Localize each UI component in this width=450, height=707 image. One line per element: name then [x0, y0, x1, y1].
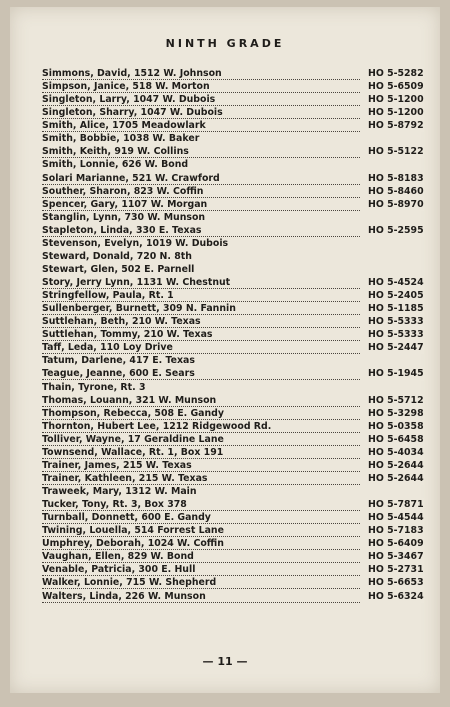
list-item	[42, 289, 430, 302]
entry-name-address: Turnball, Donnett, 600 E. Gandy	[42, 512, 214, 523]
list-item	[42, 550, 430, 563]
entry-name-address: Stevenson, Evelyn, 1019 W. Dubois	[42, 238, 231, 249]
entry-name-address: Story, Jerry Lynn, 1131 W. Chestnut	[42, 277, 233, 288]
list-item	[42, 158, 430, 171]
entry-name-address: Walters, Linda, 226 W. Munson	[42, 591, 209, 602]
entry-name-address: Stewart, Glen, 502 E. Parnell	[42, 264, 197, 275]
entry-name-address: Venable, Patricia, 300 E. Hull	[42, 564, 198, 575]
list-item	[42, 119, 430, 132]
list-item	[42, 237, 430, 250]
list-item	[42, 446, 430, 459]
list-item	[42, 211, 430, 224]
entry-name-address: Trainer, James, 215 W. Texas	[42, 460, 195, 471]
entry-name-address: Singleton, Larry, 1047 W. Dubois	[42, 94, 218, 105]
entry-phone: HO 5-2405	[368, 290, 424, 302]
list-item	[42, 106, 430, 119]
entry-phone: HO 5-8792	[368, 120, 424, 132]
entry-phone: HO 5-5282	[368, 68, 424, 79]
page-number: — 11 —	[202, 655, 248, 668]
entry-phone: HO 5-2644	[368, 472, 424, 484]
list-item	[42, 576, 430, 589]
directory-page	[10, 7, 440, 693]
entry-phone: HO 5-3298	[368, 407, 424, 419]
entry-name-address: Suttlehan, Tommy, 210 W. Texas	[42, 329, 216, 340]
list-item	[42, 420, 430, 433]
entry-phone: HO 5-2447	[368, 342, 424, 354]
list-item	[42, 341, 430, 354]
entry-name-address: Spencer, Gary, 1107 W. Morgan	[42, 199, 210, 210]
list-item	[42, 224, 430, 237]
list-item	[42, 276, 430, 289]
entry-phone: HO 5-7183	[368, 525, 424, 537]
entry-name-address: Tucker, Tony, Rt. 3, Box 378	[42, 499, 190, 510]
entry-phone: HO 5-6409	[368, 538, 424, 550]
entry-name-address: Sullenberger, Burnett, 309 N. Fannin	[42, 303, 239, 314]
list-item	[42, 367, 430, 380]
list-item	[42, 185, 430, 198]
entry-phone: HO 5-5712	[368, 394, 424, 406]
entry-name-address: Thain, Tyrone, Rt. 3	[42, 382, 148, 393]
list-item	[42, 328, 430, 341]
entry-name-address: Suttlehan, Beth, 210 W. Texas	[42, 316, 204, 327]
entry-phone: HO 5-2644	[368, 459, 424, 471]
entry-name-address: Smith, Alice, 1705 Meadowlark	[42, 120, 209, 131]
list-item	[42, 315, 430, 328]
entry-phone: HO 5-6324	[368, 590, 424, 602]
entry-name-address: Thompson, Rebecca, 508 E. Gandy	[42, 408, 227, 419]
list-item	[42, 302, 430, 315]
entry-name-address: Simmons, David, 1512 W. Johnson	[42, 68, 225, 79]
entry-name-address: Stapleton, Linda, 330 E. Texas	[42, 225, 205, 236]
entry-phone: HO 5-1185	[368, 303, 424, 315]
list-item	[42, 145, 430, 158]
entry-phone: HO 5-8460	[368, 185, 424, 197]
list-item	[42, 433, 430, 446]
entry-phone: HO 5-6509	[368, 81, 424, 93]
list-item	[42, 132, 430, 145]
list-item	[42, 250, 430, 263]
entry-name-address: Smith, Bobbie, 1038 W. Baker	[42, 133, 202, 144]
list-item	[42, 354, 430, 367]
entry-phone: HO 5-0358	[368, 420, 424, 432]
list-item	[42, 381, 430, 394]
list-item	[42, 459, 430, 472]
directory-list	[42, 67, 430, 603]
entry-phone: HO 5-4524	[368, 277, 424, 288]
list-item	[42, 472, 430, 485]
entry-name-address: Smith, Lonnie, 626 W. Bond	[42, 159, 191, 170]
entry-name-address: Teague, Jeanne, 600 E. Sears	[42, 368, 198, 379]
entry-name-address: Twining, Louella, 514 Forrest Lane	[42, 525, 227, 536]
entry-name-address: Taff, Leda, 110 Loy Drive	[42, 342, 176, 353]
entry-name-address: Smith, Keith, 919 W. Collins	[42, 146, 192, 157]
entry-name-address: Stringfellow, Paula, Rt. 1	[42, 290, 177, 301]
entry-name-address: Singleton, Sharry, 1047 W. Dubois	[42, 107, 226, 118]
list-item	[42, 485, 430, 498]
entry-phone: HO 5-8183	[368, 172, 424, 184]
list-item	[42, 198, 430, 211]
list-item	[42, 172, 430, 185]
entry-phone: HO 5-8970	[368, 198, 424, 210]
list-item	[42, 511, 430, 524]
entry-name-address: Thornton, Hubert Lee, 1212 Ridgewood Rd.	[42, 421, 274, 432]
entry-phone: HO 5-1945	[368, 368, 424, 380]
entry-name-address: Townsend, Wallace, Rt. 1, Box 191	[42, 447, 226, 458]
list-item	[42, 498, 430, 511]
entry-name-address: Thomas, Louann, 321 W. Munson	[42, 395, 219, 406]
entry-name-address: Steward, Donald, 720 N. 8th	[42, 251, 195, 262]
list-item	[42, 93, 430, 106]
entry-name-address: Stanglin, Lynn, 730 W. Munson	[42, 212, 208, 223]
entry-name-address: Tolliver, Wayne, 17 Geraldine Lane	[42, 434, 227, 445]
entry-name-address: Walker, Lonnie, 715 W. Shepherd	[42, 577, 219, 588]
list-item	[42, 407, 430, 420]
entry-phone: HO 5-2731	[368, 564, 424, 576]
entry-phone: HO 5-5122	[368, 146, 424, 158]
entry-name-address: Traweek, Mary, 1312 W. Main	[42, 486, 200, 497]
entry-name-address: Simpson, Janice, 518 W. Morton	[42, 81, 213, 92]
entry-phone: HO 5-3467	[368, 551, 424, 563]
page-heading: NINTH GRADE	[165, 37, 285, 50]
list-item	[42, 67, 430, 80]
entry-name-address: Solari Marianne, 521 W. Crawford	[42, 173, 223, 184]
list-item	[42, 394, 430, 407]
entry-phone: HO 5-5333	[368, 329, 424, 341]
entry-phone: HO 5-1200	[368, 94, 424, 106]
entry-name-address: Vaughan, Ellen, 829 W. Bond	[42, 551, 197, 562]
list-item	[42, 524, 430, 537]
entry-phone: HO 5-6458	[368, 433, 424, 445]
entry-phone: HO 5-7871	[368, 499, 424, 511]
entry-name-address: Umphrey, Deborah, 1024 W. Coffin	[42, 538, 227, 549]
list-item	[42, 563, 430, 576]
entry-phone: HO 5-6653	[368, 577, 424, 589]
list-item	[42, 590, 430, 603]
entry-name-address: Trainer, Kathleen, 215 W. Texas	[42, 473, 211, 484]
list-item	[42, 263, 430, 276]
entry-phone: HO 5-2595	[368, 224, 424, 236]
list-item	[42, 537, 430, 550]
entry-phone: HO 5-1200	[368, 107, 424, 119]
entry-phone: HO 5-4544	[368, 512, 424, 524]
entry-phone: HO 5-5333	[368, 316, 424, 328]
list-item	[42, 80, 430, 93]
entry-name-address: Souther, Sharon, 823 W. Coffin	[42, 186, 206, 197]
entry-phone: HO 5-4034	[368, 446, 424, 458]
entry-name-address: Tatum, Darlene, 417 E. Texas	[42, 355, 198, 366]
